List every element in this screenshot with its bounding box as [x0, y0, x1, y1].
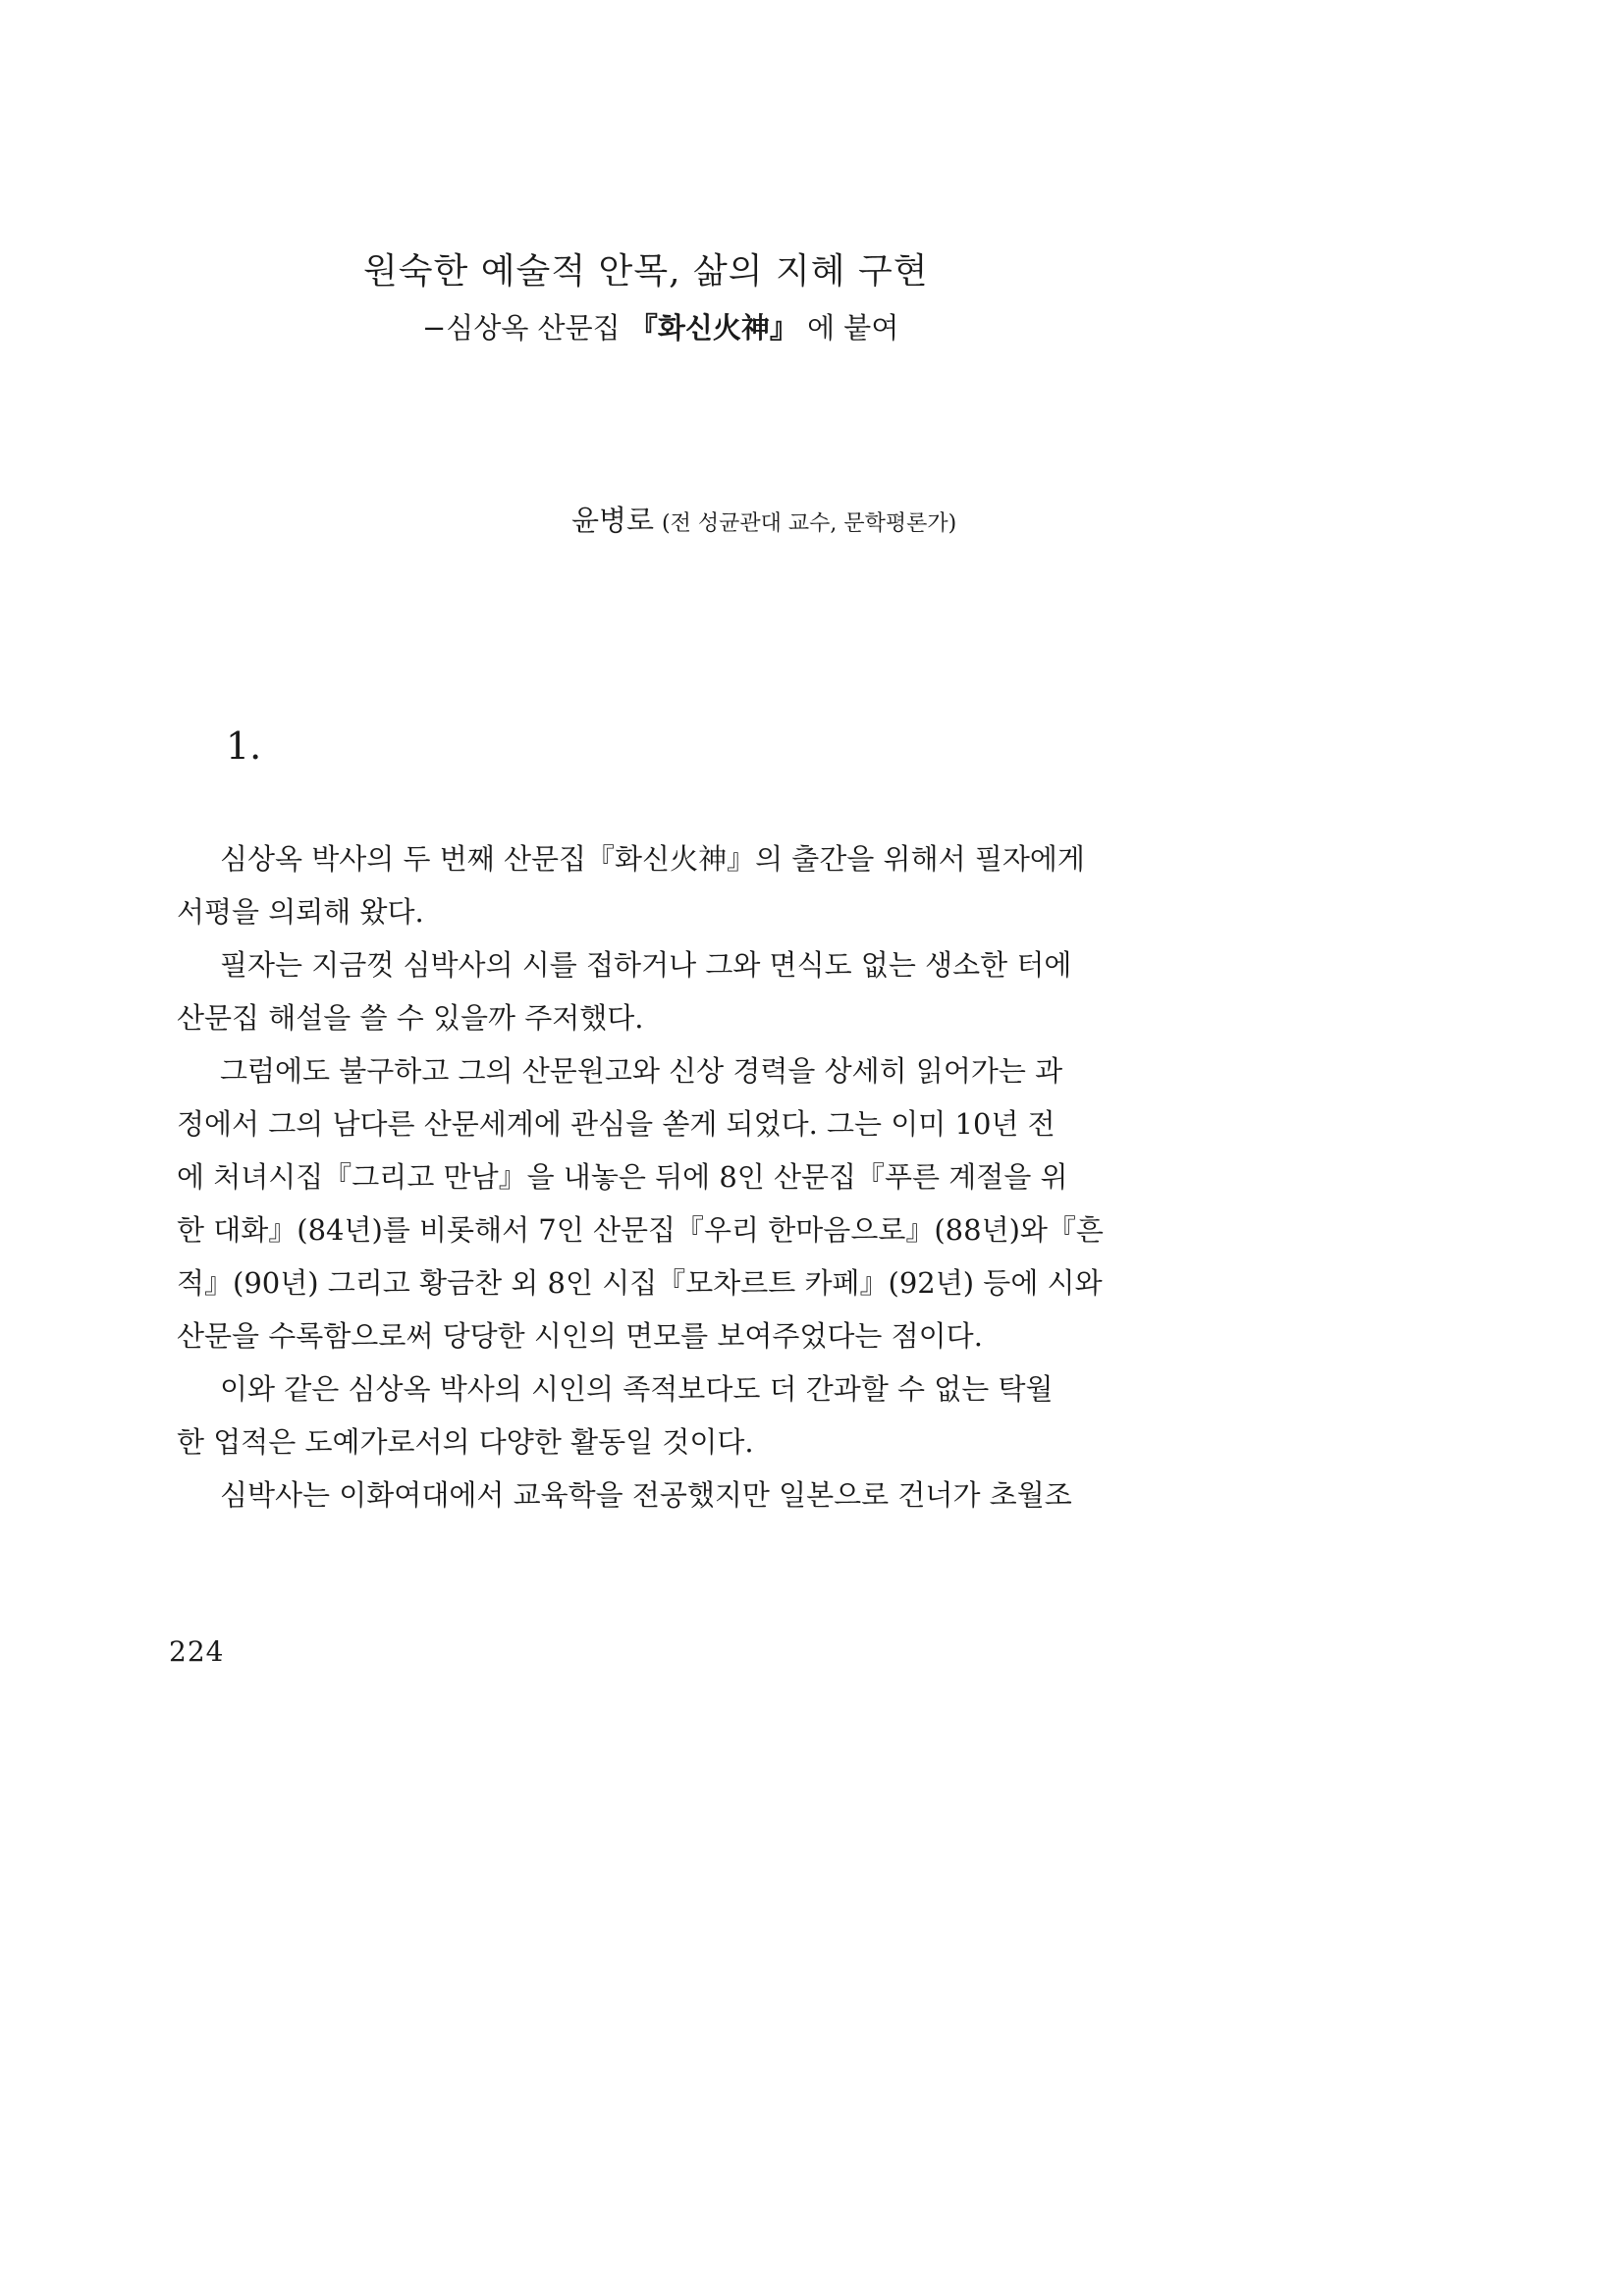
text-line: 산문집 해설을 쓸 수 있을까 주저했다.: [177, 1001, 644, 1035]
byline: [571, 499, 956, 539]
subtitle-suffix: 에 붙여: [797, 311, 899, 345]
article-subtitle: [422, 306, 898, 347]
subtitle-book-title: 『화신火神』: [628, 311, 798, 345]
text-line: 한 대화』(84년)를 비롯해서 7인 산문집『우리 한마음으로』(88년)와『흔: [177, 1213, 1104, 1247]
text-line: 정에서 그의 남다른 산문세계에 관심을 쏟게 되었다. 그는 이미 10년 전: [177, 1107, 1056, 1141]
text-line: 필자는 지금껏 심박사의 시를 접하거나 그와 면식도 없는 생소한 터에: [220, 948, 1072, 982]
text-line: 심상옥 박사의 두 번째 산문집『화신火神』의 출간을 위해서 필자에게: [220, 842, 1085, 876]
author-affiliation: (전 성균관대 교수, 문학평론가): [662, 511, 957, 536]
section-number: 1.: [226, 724, 262, 768]
subtitle-prefix: −심상옥 산문집: [422, 311, 629, 345]
text-line: 그럼에도 불구하고 그의 산문원고와 신상 경력을 상세히 읽어가는 과: [220, 1054, 1063, 1088]
text-line: 적』(90년) 그리고 황금찬 외 8인 시집『모차르트 카페』(92년) 등에 시와: [177, 1266, 1103, 1300]
body-text: [177, 832, 1104, 1522]
text-line: 한 업적은 도예가로서의 다양한 활동일 것이다.: [177, 1425, 754, 1459]
article-title: 원숙한 예술적 안목, 삶의 지혜 구현: [363, 251, 929, 292]
text-line: 에 처녀시집『그리고 만남』을 내놓은 뒤에 8인 산문집『푸른 계절을 위: [177, 1160, 1068, 1194]
page-number: 224: [169, 1635, 225, 1668]
author-name: 윤병로: [571, 504, 655, 537]
text-line: 이와 같은 심상옥 박사의 시인의 족적보다도 더 간과할 수 없는 탁월: [220, 1372, 1054, 1406]
text-line: 산문을 수록함으로써 당당한 시인의 면모를 보여주었다는 점이다.: [177, 1319, 983, 1353]
text-line: 서평을 의뢰해 왔다.: [177, 895, 424, 929]
text-line: 심박사는 이화여대에서 교육학을 전공했지만 일본으로 건너가 초월조: [220, 1478, 1072, 1512]
